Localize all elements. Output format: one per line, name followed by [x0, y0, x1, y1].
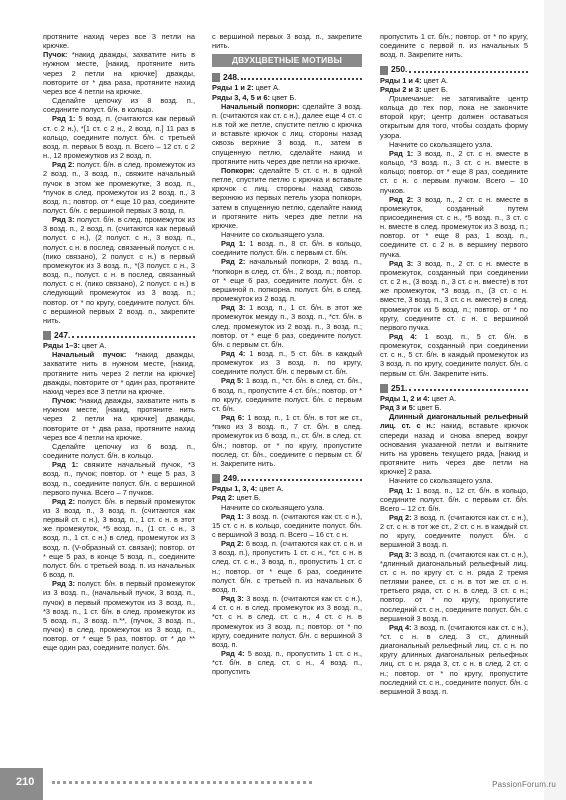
- instruction-text: Начните со скользящего узла.: [389, 139, 493, 149]
- instruction-text: протяните нахид через все 3 петли на крючке.: [43, 32, 195, 51]
- instruction-paragraph: [212, 32, 362, 50]
- instruction-paragraph: [212, 166, 362, 230]
- instruction-text: с вершиной первых 3 возд. п., закрепите нить.: [212, 32, 362, 51]
- instruction-paragraph: [380, 412, 528, 476]
- instruction-paragraph: [212, 376, 362, 413]
- instruction-text: 1 возд. п., *ст. б/н. в след. ст. б/н., 6 возд. п., пропустите 4 ст. б/н.; повтор. от * по кругу, соедините полуст. б/н. с первым ст. б/н.: [212, 376, 362, 413]
- instruction-paragraph: [43, 32, 195, 50]
- instruction-text: Сделайте цепочку из 6 возд. п., соедините полуст. б/н. в кольцо.: [43, 441, 195, 461]
- page-number: 210: [16, 776, 35, 788]
- instruction-paragraph: [380, 513, 528, 550]
- pattern-heading: [43, 331, 195, 340]
- instruction-text: 1 возд. п., 1 ст. б/н. в этот же промежуток между п., 3 возд. п., *ст. б/н. в след. промежуток из 2 возд. п., 3 возд. п.; повтор. от * еще 6 раз, соедините полуст. б/н. с первым ст. б/н.: [212, 303, 362, 349]
- row-label: Ряд 1:: [52, 460, 79, 470]
- instruction-paragraph: [380, 94, 528, 140]
- instruction-paragraph: [43, 579, 195, 652]
- row-label: Ряд 1:: [221, 511, 244, 521]
- row-label: Ряд 2:: [212, 493, 235, 503]
- row-label: Ряд 3:: [389, 549, 412, 559]
- instruction-paragraph: [212, 594, 362, 649]
- pattern-number: 247.: [54, 330, 71, 340]
- pattern-heading: [212, 73, 362, 82]
- instruction-paragraph: [212, 230, 362, 239]
- instruction-paragraph: [380, 140, 528, 149]
- page-edge-shade: [544, 0, 566, 800]
- row-label: Начальный попкорн:: [221, 101, 300, 111]
- instruction-paragraph: [43, 96, 195, 114]
- instruction-text: сделайте 3 возд. п. (считаются как ст. с н.), далее еще 4 ст. с н.в той же петле, спустите петлю с крючка и вставьте крючок с лиц. стороны назад сквозь верхние 3 возд. п., затем в спущенную петлю, сделайте накид и протяните нить через две петли на крючке.: [212, 101, 362, 166]
- pattern-heading: [212, 474, 362, 483]
- instruction-text: *накид дважды, захватите нить в нужном месте, [накид, протяните нить через 2 петли на крючке] дважды, повторите от * один раз, протяните нахид через все 3 петли на крючке.: [43, 350, 195, 396]
- instruction-text: свяжите начальный пучок, *3 возд. п., пучок; повтор. от * еще 5 раз, 3 возд. п., соедините полуст. б/н. с вершиной первого пучка. Всего – 7 пучков.: [43, 460, 195, 497]
- instruction-paragraph: [43, 215, 195, 325]
- instruction-paragraph: [212, 257, 362, 303]
- instruction-paragraph: [380, 403, 528, 412]
- column-right: [380, 32, 528, 696]
- pattern-number: 248.: [223, 72, 240, 83]
- row-label: Ряд 3:: [52, 579, 76, 589]
- instruction-paragraph: [380, 486, 528, 513]
- row-label: Пучок:: [52, 396, 77, 406]
- instruction-text: цвет А.: [80, 341, 107, 351]
- row-label: Ряд 2:: [389, 512, 412, 522]
- row-label: Ряд 3 и 5:: [380, 403, 416, 413]
- pattern-number: 250.: [391, 64, 408, 75]
- instruction-paragraph: [43, 350, 195, 396]
- instruction-paragraph: [43, 160, 195, 215]
- row-label: Ряд 1:: [221, 239, 246, 249]
- instruction-paragraph: [212, 503, 362, 512]
- instruction-paragraph: [380, 623, 528, 696]
- instruction-paragraph: [43, 460, 195, 497]
- instruction-paragraph: [212, 349, 362, 376]
- instruction-text: 3 возд. п. (считаются как ст. с н.), *ст. с н. в след. 3 ст., длинный диагональный рельефный лиц. ст. с н. по кругу длинных диагональных рельефных лиц. ст. с н. ряда 3, ст. с н. в след. 2 ст. с н.; повтор. от * по кругу, пропустите последний ст. с н., соедините полуст. б/н. с вершиной 3 возд. п.: [380, 622, 529, 696]
- row-label: Ряд 6:: [221, 413, 245, 423]
- row-label: Ряды 2 и 3:: [380, 84, 422, 94]
- instruction-text: Начните со скользящего узла.: [221, 229, 325, 239]
- instruction-paragraph: [43, 114, 195, 160]
- pattern-heading: [380, 65, 528, 74]
- instruction-text: Начните со скользящего узла.: [389, 476, 493, 486]
- instruction-paragraph: [212, 83, 362, 92]
- row-label: Ряд 4:: [221, 649, 245, 658]
- heading-square-marker: [43, 331, 51, 340]
- row-label: Ряды 1, 3, 4:: [212, 484, 258, 494]
- instruction-paragraph: [380, 149, 528, 195]
- instruction-paragraph: [43, 341, 195, 350]
- page-footer: [0, 768, 566, 800]
- instruction-text: 1 возд. п., 1 ст. б/н. в тот же ст., *пико из 3 возд. п., 7 ст. б/н. в след. промежуток из 6 возд. п., ст. б/н. в след. ст. б/н.; повтор. от * по кругу, пропустите послед. ст. б/н., соедините с первым ст. б/н. Закрепите нить.: [212, 413, 362, 468]
- instruction-text: полуст. б/н. в первый промежуток из 3 возд. п., 3 возд. п. (считаются как первый ст. с н.), 3 возд. п., 1 ст. с н. в этот же промежуток, *5 возд. п., (1 ст. с н., 3 возд. п., 1 ст. с н.) в след. промежуток из 3 возд. п. (V-образный ст. связан); повтор. от * еще 5 раз, в конце 5 возд. п., соедините полуст. б/н. с третьей возд. п. из начальных 6 возд. п.: [43, 496, 196, 580]
- row-label: Ряд 5:: [221, 376, 244, 386]
- instruction-text: 1 возд. п., 5 ст. б/н. в промежуток, созданный при соединении ст. с н., 5 ст. б/н. в каждый промежуток из 3 возд. п. по кругу, соедините полуст. б/н. с первым ст. б/н. Закрепите нить.: [380, 332, 529, 378]
- instruction-text: полуст. б/н. в след. промежуток из 2 возд. п., 3 возд. п., свяжите начальный пучок в этом же промежутке, 3 возд. п., *пучок в след. промежуток из 2 возд. п., 3 возд. п.; повтор. от * еще 10 раз, соедините полуст. б/н. с вершиной первых 3 возд. п.: [43, 160, 195, 215]
- instruction-paragraph: [43, 50, 195, 96]
- instruction-paragraph: [212, 93, 362, 102]
- instruction-text: 6 возд. п. (считаются как ст. с н. и 3 возд. п.), пропустить 1 ст. с н., *ст. с н. в след. ст. с н., 3 возд. п., пропустить 1 ст. с н.; повтор. от * еще 6 раз, соедините полуст. б/н. с третьей п. из начальных 6 возд. п.: [212, 539, 362, 594]
- row-label: Ряд 1:: [389, 148, 414, 158]
- instruction-text: цвет Б.: [269, 92, 297, 102]
- instruction-text: полуст. б/н. в след. промежуток из 3 возд. п., 2 возд. п. (считаются как первый полуст. с н.), (2 полуст. с н., 3 возд. п., полуст. с н. в послед. связанный полуст. с н. (пико связано), 2 полуст. с н.) в первый промежуток из 3 возд. п., *(3 полуст. с н., 3 возд. п., полуст. с н. в послед. связанный полуст. с н. (пико связано), 2 полуст. с н.) в следующий промежуток из 3 возд. п.; повтор. от * по кругу, соедините полуст. б/н. с вершиной первых 2 возд. п., закрепите нить.: [43, 215, 195, 325]
- instruction-paragraph: [212, 512, 362, 539]
- row-label: Ряды 3, 4, 5 и 6:: [212, 92, 270, 102]
- instruction-paragraph: [43, 442, 195, 460]
- row-label: Ряды 1 и 2:: [212, 83, 254, 93]
- heading-square-marker: [212, 474, 220, 483]
- instruction-text: пропустить 1 ст. б/н.; повтор. от * по кругу, соедините с первой п. из начальных 5 возд. п. Закрепите нить.: [380, 32, 528, 60]
- instruction-text: 3 возд. п., 2 ст. с н. вместе в промежуток, созданный при соединении ст. с 2 н., (3 возд. п., 3 ст. с н. вместе) в тот же промежуток, *3 возд. п., (3 ст. с н. вместе, 3 возд. п., 3 ст. с н. вместе) в след. промежуток из 5 возд. п.; повтор. от * по кругу, соедините ст. с н. с вершиной первого пучка.: [380, 258, 528, 332]
- heading-square-marker: [212, 73, 220, 82]
- row-label: Ряд 3:: [52, 215, 75, 225]
- instruction-text: 1 возд. п., 8 ст. б/н. в кольцо, соедините полуст. б/н. с первым ст. б/н.: [212, 239, 362, 258]
- note-label: Примечание:: [389, 93, 434, 103]
- instruction-paragraph: [212, 413, 362, 468]
- row-label: Ряд 2:: [52, 160, 75, 170]
- heading-square-marker: [380, 66, 388, 75]
- instruction-paragraph: [212, 649, 362, 676]
- instruction-text: Начните со скользящего узла.: [221, 502, 325, 512]
- row-label: Ряд 3:: [221, 594, 244, 604]
- instruction-paragraph: [43, 396, 195, 442]
- instruction-text: *накид дважды, захватите нить в нужном месте, [накид, протяните нить через 2 петли на крючке] дважды, повторите от * два раза, протяните нахид через все 4 петли на крючке.: [43, 396, 195, 442]
- instruction-paragraph: [212, 539, 362, 594]
- row-label: Ряд 2:: [389, 194, 414, 204]
- instruction-text: цвет А.: [421, 75, 448, 85]
- instruction-text: накид, вставьте крючок спереди назад и снова вперед вокруг основания указанной петли и вытяните нить на уровень текущего ряда, [накид и протяните нить через две петли на крючке] 2 раза.: [380, 421, 528, 477]
- instruction-text: цвет Б.: [415, 403, 442, 413]
- instruction-text: 5 возд. п., пропустить 1 ст. с н., *ст. б/н. в след. ст. с н., 4 возд. п., пропустить: [212, 649, 362, 677]
- instruction-paragraph: [380, 332, 528, 378]
- instruction-text: 1 возд. п., 12 ст. б/н. в кольцо, соедините полуст. б/н. с первым ст. б/н. Всего – 12 ст. б/н.: [380, 485, 528, 513]
- row-label: Ряд 3:: [221, 303, 246, 313]
- row-label: Ряд 4:: [221, 349, 246, 358]
- row-label: Ряд 1:: [389, 485, 413, 495]
- row-label: Ряды 1–3:: [43, 341, 80, 351]
- instruction-text: 3 возд. п. (считаются как ст. с н.), 2 ст. с н. в тот же ст., 2 ст. с н. в каждый ст. по кругу, соедините полуст. б/н. с вершиной 3 возд. п.: [380, 512, 529, 550]
- column-left: [43, 32, 195, 652]
- pattern-heading: [380, 384, 528, 393]
- instruction-text: начальный попкорн, 2 возд. п., *попкорн в след. ст. б/н., 2 возд. п.; повтор. от * еще 6 раз, соедините полуст. б/н. с вершиной п. попкорна. полуст. б/н. в след. промежуток из 2 возд. п.: [212, 257, 362, 304]
- instruction-text: цвет Б.: [234, 493, 261, 503]
- instruction-text: 1 возд. п., 5 ст. б/н. в каждый промежуток из 3 возд. п. по кругу, соедините полуст. б/н. с первым ст. б/н.: [212, 349, 362, 377]
- row-label: Ряды 1, 2 и 4:: [380, 393, 430, 403]
- heading-dotted-rule: [241, 73, 362, 80]
- row-label: Ряд 3:: [389, 258, 414, 268]
- instruction-paragraph: [212, 493, 362, 502]
- row-label: Ряд 2:: [52, 496, 76, 506]
- instruction-text: 3 возд. п. (считаются как ст. с н.), *длинный диагональный рельефный лиц. ст. с н. по кругу ст. с н. ряда 2 тремя петлями ранее, ст. с н. в тот же ст. с н. третьего ряда, ст. с н. в след. 3 ст. с н.; повтор. от * по кругу, пропустите последний ст. с н., соедините полуст. б/н. с вершиной 3 возд. п.: [380, 549, 529, 623]
- row-label: Ряд 4:: [389, 622, 412, 632]
- row-label: Начальный пучок:: [52, 350, 127, 360]
- instruction-text: 3 возд. п., 2 ст. с н. вместе в промежуток, созданный путем присоединения ст. с н., *5 возд. п., 3 ст. с н. вместе в след. промежуток из 3 возд. п.; повтор. от * еще 8 раз, 1 возд. п., соедините ст. с 2 н. в вершину первого пучка.: [380, 194, 528, 259]
- instruction-paragraph: [380, 394, 528, 403]
- instruction-paragraph: [380, 259, 528, 332]
- instruction-paragraph: [380, 85, 528, 94]
- instruction-text: сделайте 5 ст. с н. в одной петле, спустите петлю с крючка и вставьте крючок с лиц. стороны назад сквозь верхнюю из первых петель узора попкорн, затем в спущенную петлю, сделайте накид и протяните нить через две петли на крючке.: [212, 165, 362, 230]
- instruction-paragraph: [43, 497, 195, 579]
- instruction-paragraph: [212, 303, 362, 349]
- instruction-text: цвет Б.: [421, 84, 448, 94]
- row-label: Пучок:: [43, 50, 68, 60]
- instruction-text: цвет А.: [257, 484, 284, 494]
- instruction-text: цвет А.: [429, 393, 457, 403]
- instruction-text: полуст. б/н. в первый промежуток из 3 возд. п., (начальный пучок, 3 возд. п., пучок) в первый промежуток из 3 возд. п., *3 возд. п., 1 ст. б/н. в след. промежуток из 5 возд. п., 3 возд. п.**, (пучок, 3 возд. п., пучок) в след. промежуток из 3 возд. п., повтор. от * еще 5 раз, повтор. от * до ** еще один раз, соедините полуст. б/н.: [43, 579, 196, 653]
- instruction-paragraph: [380, 195, 528, 259]
- heading-square-marker: [380, 384, 388, 393]
- row-label: Попкорн:: [221, 165, 255, 175]
- instruction-paragraph: [380, 550, 528, 623]
- instruction-paragraph: [380, 476, 528, 485]
- row-label: Ряд 4:: [389, 332, 417, 341]
- section-heading: ДВУХЦВЕТНЫЕ МОТИВЫ: [212, 54, 362, 67]
- instruction-text: 3 возд. п., 2 ст. с н. вместе в кольцо, *3 возд. п., 3 ст. с н. вместе в кольцо; повтор. от * еще 8 раз, соедините ст. с н. с первым пучком. Всего – 10 пучков.: [380, 148, 528, 195]
- instruction-text: 5 возд. п. (считаются как первый ст. с 2 н.), *[1 ст. с 2 н., 2 возд. п.] 11 раз в кольцо, соедините полуст. б/н. с третьей возд. п. первых 5 возд. п. Всего – 12 ст. с 2 н., 12 промежутков из 2 возд. п.: [43, 114, 196, 161]
- heading-dotted-rule: [409, 66, 528, 73]
- heading-dotted-rule: [72, 331, 195, 338]
- column-middle: [212, 32, 362, 676]
- instruction-paragraph: [380, 32, 528, 59]
- heading-dotted-rule: [409, 384, 528, 391]
- site-watermark: PassionForum.ru: [492, 780, 556, 789]
- instruction-paragraph: [212, 102, 362, 166]
- pattern-number: 249.: [223, 473, 240, 484]
- row-label: Длинный диагональный рельефный лиц. ст. с н.:: [380, 412, 528, 431]
- row-label: Ряд 2:: [221, 257, 246, 267]
- instruction-text: 3 возд. п. (считаются как ст. с н.), 15 ст. с н. в кольцо, соедините полуст. б/н. с вершиной 3 возд. п. Всего – 16 ст. с н.: [212, 511, 362, 539]
- page-number-tab: [0, 768, 43, 800]
- instruction-text: *накид дважды, захватите нить в нужном месте, [накид, протяните нить через 2 петли на крючке] дважды, повторите от * два раза, протяните нахид через все 4 петли на крючке.: [43, 50, 195, 96]
- instruction-text: цвет А.: [253, 83, 280, 93]
- row-label: Ряды 1 и 4:: [380, 75, 422, 85]
- instruction-paragraph: [212, 484, 362, 493]
- row-label: Ряд 1:: [52, 114, 76, 124]
- pattern-number: 251.: [391, 382, 408, 393]
- footer-dots: [52, 781, 312, 788]
- instruction-text: не затягивайте центр кольца до тех пор, пока не закончите второй круг; центр должен оставаться открытым для того, чтобы создать форму узора.: [380, 93, 528, 140]
- heading-dotted-rule: [241, 474, 362, 481]
- instruction-text: Сделайте цепочку из 8 возд. п., соедините полуст. б/н. в кольцо.: [43, 96, 195, 115]
- instruction-text: 3 возд. п. (считаются как ст. с н.), 4 ст. с н. в след. промежуток из 3 возд. п., *ст. с н. в след. ст. с н., 4 ст. с н. в промежуток из 3 возд. п.; повтор. от * по кругу, соедините полуст. б/н. с вершиной 3 возд. п.: [212, 594, 362, 649]
- row-label: Ряд 2:: [221, 539, 244, 549]
- instruction-paragraph: [380, 76, 528, 85]
- instruction-paragraph: [212, 239, 362, 257]
